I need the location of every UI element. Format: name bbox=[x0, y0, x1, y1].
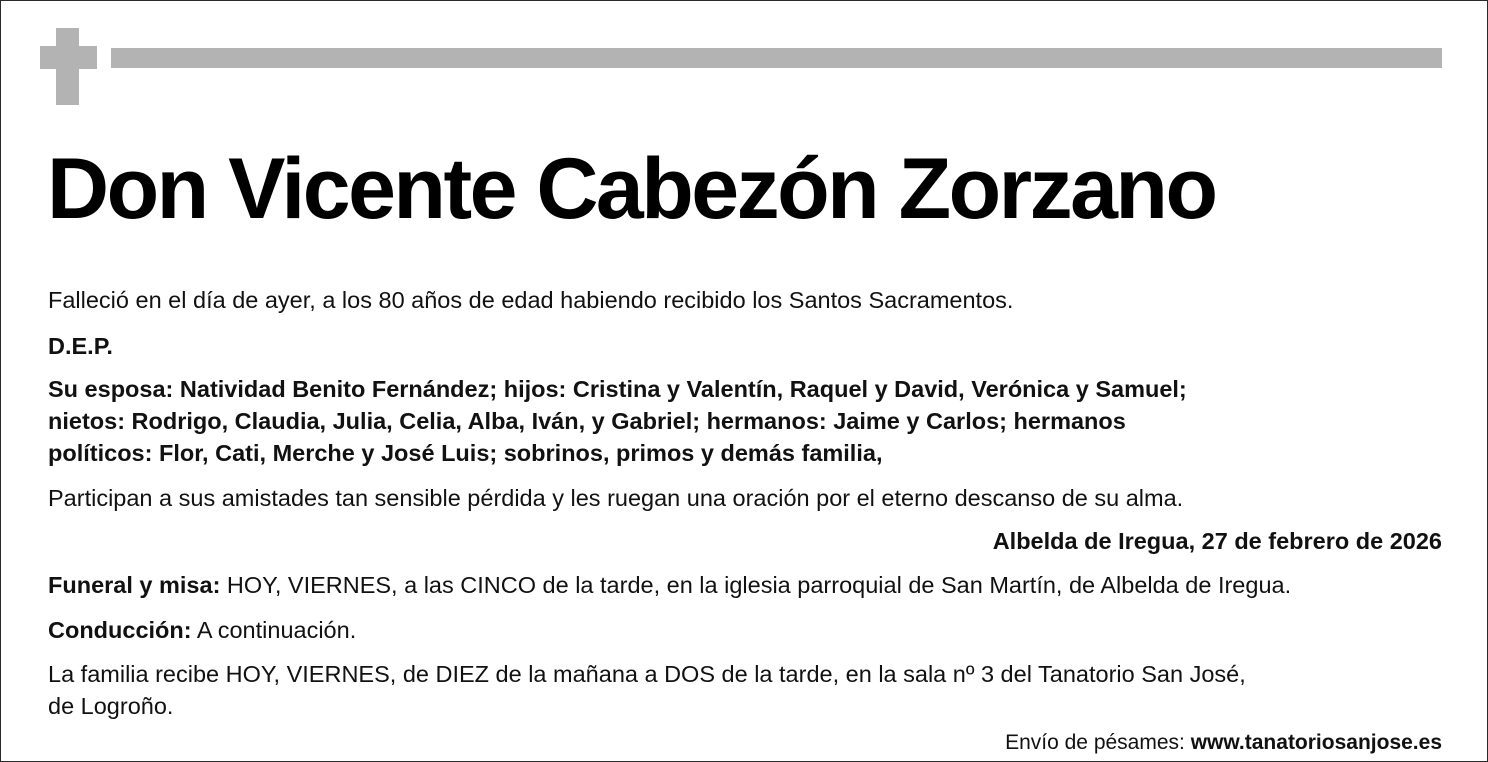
family-line: políticos: Flor, Cati, Merche y José Luis; sobrinos, primos y demás familia, bbox=[48, 440, 883, 466]
conduction-label: Conducción: bbox=[48, 617, 192, 643]
condolences-label: Envío de pésames: bbox=[1005, 731, 1191, 754]
place-date: Albelda de Iregua, 27 de febrero de 2026 bbox=[992, 528, 1442, 554]
participation-text: Participan a sus amistades tan sensible pérdida y les ruegan una oración por el eterno descanso de su alma. bbox=[48, 485, 1184, 511]
funeral-label: Funeral y misa: bbox=[48, 572, 221, 598]
family-line: nietos: Rodrigo, Claudia, Julia, Celia, Alba, Iván, y Gabriel; hermanos: Jaime y Carlos; hermanos bbox=[48, 408, 1126, 434]
funeral-text: HOY, VIERNES, a las CINCO de la tarde, en la iglesia parroquial de San Martín, de Albelda de Iregua. bbox=[220, 572, 1292, 598]
cross-icon-horizontal bbox=[40, 46, 97, 69]
header-divider-bar bbox=[111, 48, 1442, 68]
reception-line: de Logroño. bbox=[48, 693, 174, 719]
funeral-info bbox=[48, 570, 1443, 600]
condolences-footer bbox=[48, 728, 1442, 758]
conduction-text: A continuación. bbox=[191, 617, 357, 643]
condolences-url[interactable]: www.tanatoriosanjose.es bbox=[1190, 731, 1442, 754]
dep-text: D.E.P. bbox=[48, 333, 113, 359]
reception-line: La familia recibe HOY, VIERNES, de DIEZ de la mañana a DOS de la tarde, en la sala nº 3 del Tanatorio San José, bbox=[48, 661, 1246, 687]
family-line: Su esposa: Natividad Benito Fernández; hijos: Cristina y Valentín, Raquel y David, Verónica y Samuel; bbox=[48, 376, 1187, 402]
intro-text: Falleció en el día de ayer, a los 80 años de edad habiendo recibido los Santos Sacramentos. bbox=[48, 287, 1014, 313]
deceased-name: Don Vicente Cabezón Zorzano bbox=[47, 141, 1216, 237]
conduction-info bbox=[48, 615, 1443, 645]
